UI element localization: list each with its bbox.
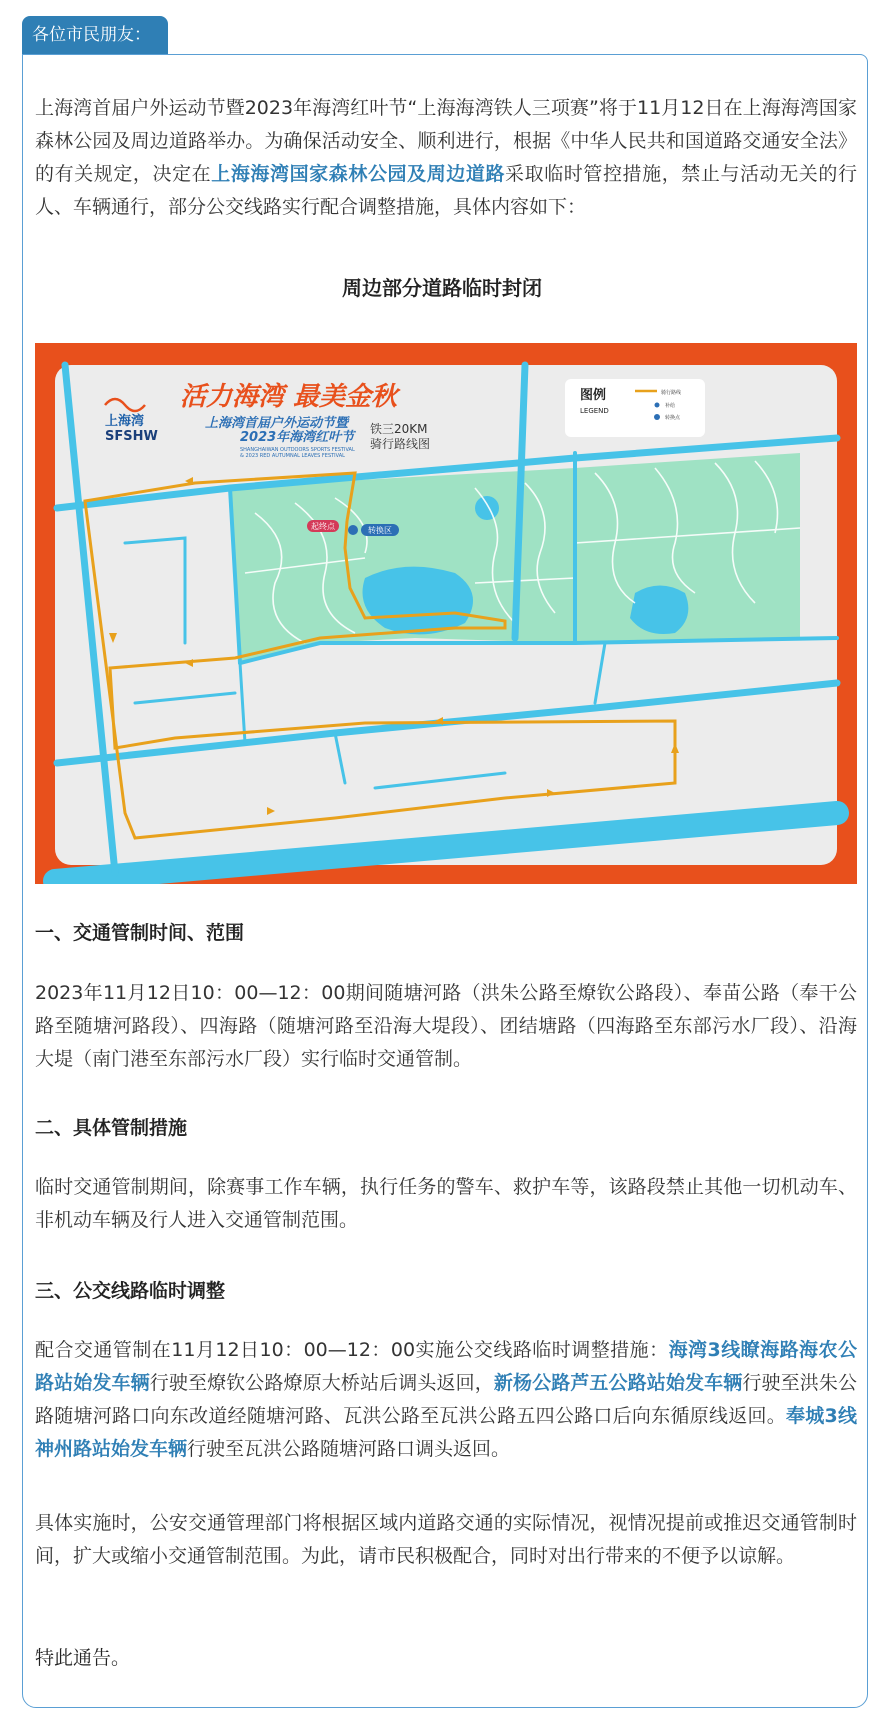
transition-icon <box>348 525 358 535</box>
section1-heading: 一、交通管制时间、范围 <box>35 922 245 944</box>
legend-item-supply: 补给 <box>665 403 676 409</box>
legend-en: LEGEND <box>580 407 609 415</box>
bus-line-3: 奉城3线神州路站始发车辆 <box>35 1405 857 1460</box>
section2-text: 临时交通管制期间，除赛事工作车辆，执行任务的警车、救护车等，该路段禁止其他一切机动车、非机动车辆及行人进入交通管制范围。 <box>35 1176 857 1231</box>
legend-item-route: 骑行路线 <box>661 390 682 396</box>
transition-point-icon <box>654 414 660 420</box>
section2-heading: 二、具体管制措施 <box>35 1117 188 1139</box>
legend-title: 图例 <box>580 388 607 403</box>
header-tab: 各位市民朋友： <box>22 16 168 54</box>
banner-en2: & 2023 RED AUTUMNAL LEAVES FESTIVAL <box>240 453 345 459</box>
closing-sign: 特此通告。 <box>35 1647 131 1669</box>
route-subtitle: 骑行路线图 <box>370 437 431 451</box>
banner-slogan: 活力海湾 最美金秋 <box>180 382 398 412</box>
logo-text: SFSHW <box>105 429 158 444</box>
pond <box>475 496 499 520</box>
closing-text: 具体实施时，公安交通管理部门将根据区域内道路交通的实际情况，视情况提前或推迟交通管制时间，扩大或缩小交通管制范围。为此，请市民积极配合，同时对出行带来的不便予以谅解。 <box>35 1512 857 1567</box>
banner-subtitle: 2023年海湾红叶节 <box>240 430 355 445</box>
section3-heading: 三、公交线路临时调整 <box>35 1280 226 1302</box>
section3-text: 配合交通管制在11月12日10：00—12：00实施公交线路临时调整措施：海湾3线瞭海路海农公路站始发车辆行驶至燎钦公路燎原大桥站后调头返回，新杨公路芦五公路站始发车辆行驶至洪朱公路随塘河路口向东改道经随塘河路、瓦洪公路至瓦洪公路五四公路口后向东循原线返回。奉城3线神州路站始发车辆行驶至瓦洪公路随塘河路口调头返回。 <box>35 1339 857 1460</box>
intro-highlight: 上海海湾国家森林公园及周边道路 <box>211 163 506 185</box>
supply-icon <box>655 403 660 408</box>
logo-cn: 上海湾 <box>105 414 145 429</box>
bus-line-1: 海湾3线瞭海路海农公路站始发车辆 <box>35 1339 857 1394</box>
banner-en1: SHANGHAIWAN OUTDOORS SPORTS FESTIVAL <box>240 447 355 453</box>
legend-item-transition: 转换点 <box>665 415 681 421</box>
route-map <box>35 343 857 884</box>
intro-paragraph: 上海湾首届户外运动节暨2023年海湾红叶节“上海海湾铁人三项赛”将于11月12日在上海海湾国家森林公园及周边道路举办。为确保活动安全、顺利进行，根据《中华人民共和国道路交通安全法》的有关规定，决定在上海海湾国家森林公园及周边道路采取临时管控措施，禁止与活动无关的行人、车辆通行，部分公交线路实行配合调整措施，具体内容如下： <box>35 97 857 218</box>
bus-line-2: 新杨公路芦五公路站始发车辆 <box>493 1372 743 1394</box>
map-section-title: 周边部分道路临时封闭 <box>342 276 542 300</box>
route-title: 铁三20KM <box>370 422 428 436</box>
banner-title: 上海湾首届户外运动节暨 <box>205 416 349 431</box>
section1-text: 2023年11月12日10：00—12：00期间随塘河路（洪朱公路至燎钦公路段）、奉苗公路（奉干公路至随塘河路段）、四海路（随塘河路至沿海大堤段）、团结塘路（四海路至东部污水厂段）、沿海大堤（南门港至东部污水厂段）实行临时交通管制。 <box>35 982 857 1070</box>
start-label: 起终点 <box>311 522 335 531</box>
transition-label: 转换区 <box>368 526 392 535</box>
